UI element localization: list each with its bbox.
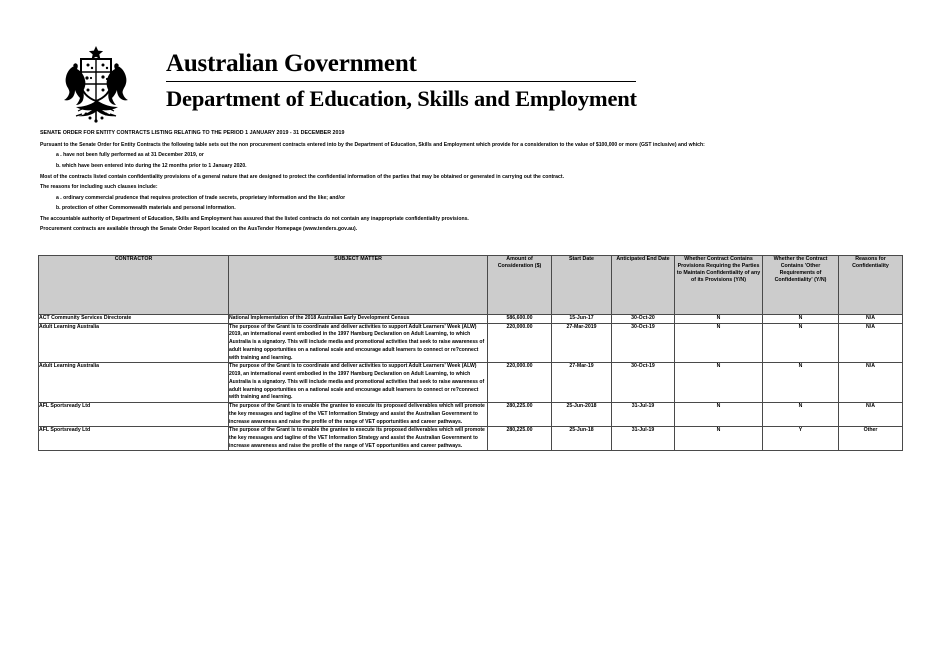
cell-reasons: N/A	[839, 363, 903, 403]
cell-contractor: Adult Learning Australia	[39, 323, 229, 363]
cell-confidentiality-provisions: N	[675, 363, 763, 403]
table-row	[39, 315, 903, 324]
cell-start-date: 27-Mar-19	[552, 363, 612, 403]
intro-reason-a: a . ordinary commercial prudence that requires protection of trade secrets, proprietary information and the like; and/or	[56, 194, 346, 201]
intro-reason-b: b. protection of other Commonwealth materials and personal information.	[56, 205, 236, 212]
table-body	[39, 315, 903, 451]
cell-end-date: 30-Oct-20	[612, 315, 675, 324]
table-row	[39, 323, 903, 363]
intro-paragraph-2: Most of the contracts listed contain confidentiality provisions of a general nature that are designed to protect the confidential information of the parties that may be obtained or generated in carrying out the contract.	[40, 173, 565, 180]
cell-contractor: ACT Community Services Directorate	[39, 315, 229, 324]
senate-order-heading: SENATE ORDER FOR ENTITY CONTRACTS LISTING RELATING TO THE PERIOD 1 JANUARY 2019 - 31 DECEMBER 2019	[40, 130, 345, 136]
cell-amount: 280,225.00	[488, 427, 552, 451]
cell-other-requirements: N	[763, 323, 839, 363]
cell-confidentiality-provisions: N	[675, 315, 763, 324]
cell-contractor: AFL Sportsready Ltd	[39, 403, 229, 427]
cell-subject-matter: National Implementation of the 2018 Australian Early Development Census	[229, 315, 488, 324]
cell-reasons: Other	[839, 427, 903, 451]
wordmark	[166, 44, 637, 111]
cell-amount: 220,000.00	[488, 363, 552, 403]
cell-reasons: N/A	[839, 403, 903, 427]
table-header	[39, 256, 903, 315]
cell-confidentiality-provisions: N	[675, 323, 763, 363]
cell-other-requirements: N	[763, 315, 839, 324]
cell-subject-matter: The purpose of the Grant is to enable the grantee to execute its proposed deliverables which will promote the key messages and tagline of the VET Information Strategy and assist the Australian Government to increase awareness and raise the profile of the range of VET opportunities and career pathways.	[229, 427, 488, 451]
cell-start-date: 25-Jun-18	[552, 427, 612, 451]
table-row	[39, 427, 903, 451]
intro-paragraph-3: The reasons for including such clauses include:	[40, 184, 158, 191]
intro-paragraph-4: The accountable authority of Department of Education, Skills and Employment has assured that the listed contracts do not contain any inappropriate confidentiality provisions.	[40, 215, 469, 222]
cell-confidentiality-provisions: N	[675, 403, 763, 427]
column-header-subject-matter-label: SUBJECT MATTER	[334, 256, 382, 262]
cell-other-requirements: N	[763, 403, 839, 427]
column-header-reasons: Reasons for Confidentiality	[839, 256, 903, 315]
cell-subject-matter: The purpose of the Grant is to enable the grantee to execute its proposed deliverables which will promote the key messages and tagline of the VET Information Strategy and assist the Australian Government to increase awareness and raise the profile of the range of VET opportunities and career pathways.	[229, 403, 488, 427]
cell-end-date: 31-Jul-19	[612, 427, 675, 451]
cell-end-date: 30-Oct-19	[612, 363, 675, 403]
cell-contractor: Adult Learning Australia	[39, 363, 229, 403]
contracts-table	[38, 255, 903, 451]
intro-paragraph-1: Pursuant to the Senate Order for Entity Contracts the following table sets out the non procurement contracts entered into by the Department of Education, Skills and Employment which provide for a consideration to the value of $100,000 or more (GST inclusive) and which:	[40, 141, 705, 148]
cell-other-requirements: Y	[763, 427, 839, 451]
table-row	[39, 403, 903, 427]
column-header-end-date: Anticipated End Date	[612, 256, 675, 315]
intro-text-block	[40, 131, 910, 233]
intro-bullet-a: a . have not been fully performed as at 31 December 2019, or	[56, 152, 204, 159]
column-header-confidentiality-provisions: Whether Contract Contains Provisions Requiring the Parties to Maintain Confidentiality of any of its Provisions (Y/N)	[675, 256, 763, 315]
cell-amount: 220,000.00	[488, 323, 552, 363]
column-header-subject-matter	[229, 256, 488, 315]
cell-amount: 586,600.00	[488, 315, 552, 324]
cell-end-date: 31-Jul-19	[612, 403, 675, 427]
contracts-table-wrapper	[38, 255, 902, 451]
cell-start-date: 25-Jun-2018	[552, 403, 612, 427]
column-header-start-date: Start Date	[552, 256, 612, 315]
masthead	[40, 44, 637, 124]
cell-start-date: 27-Mar-2019	[552, 323, 612, 363]
intro-bullet-b: b. which have been entered into during the 12 months prior to 1 January 2020.	[56, 163, 247, 169]
column-header-contractor: CONTRACTOR	[39, 256, 229, 315]
cell-contractor: AFL Sportsready Ltd	[39, 427, 229, 451]
intro-paragraph-5: Procurement contracts are available through the Senate Order Report located on the AusTender Homepage (www.tenders.gov.au).	[40, 226, 358, 233]
wordmark-department-name: Department of Education, Skills and Employment	[166, 86, 637, 111]
cell-amount: 280,225.00	[488, 403, 552, 427]
column-header-other-requirements: Whether the Contract Contains 'Other Requirements of Confidentiality' (Y/N)	[763, 256, 839, 315]
cell-confidentiality-provisions: N	[675, 427, 763, 451]
wordmark-divider	[166, 81, 636, 82]
cell-other-requirements: N	[763, 363, 839, 403]
cell-subject-matter: The purpose of the Grant is to coordinate and deliver activities to support Adult Learners' Week (ALW) 2019, an international event embodied in the 1997 Hamburg Declaration on Adult Learning, to which Australia is a signatory. This will include media and promotional activities that seek to raise awareness of adult learning opportunities on a national scale and encourage adult learners to connect or re?connect with training and learning.	[229, 363, 488, 403]
table-header-row	[39, 256, 903, 315]
column-header-amount: Amount of Consideration ($)	[488, 256, 552, 315]
cell-subject-matter: The purpose of the Grant is to coordinate and deliver activities to support Adult Learners' Week (ALW) 2019, an international event embodied in the 1997 Hamburg Declaration on Adult Learning, to which Australia is a signatory. This will include media and promotional activities that seek to raise awareness of adult learning opportunities on a national scale and encourage adult learners to connect or re?connect with training and learning.	[229, 323, 488, 363]
cell-end-date: 30-Oct-19	[612, 323, 675, 363]
wordmark-australian-government: Australian Government	[166, 50, 417, 77]
commonwealth-coat-of-arms-icon	[40, 44, 152, 124]
table-row	[39, 363, 903, 403]
cell-reasons: N/A	[839, 315, 903, 324]
cell-start-date: 15-Jun-17	[552, 315, 612, 324]
cell-reasons: N/A	[839, 323, 903, 363]
